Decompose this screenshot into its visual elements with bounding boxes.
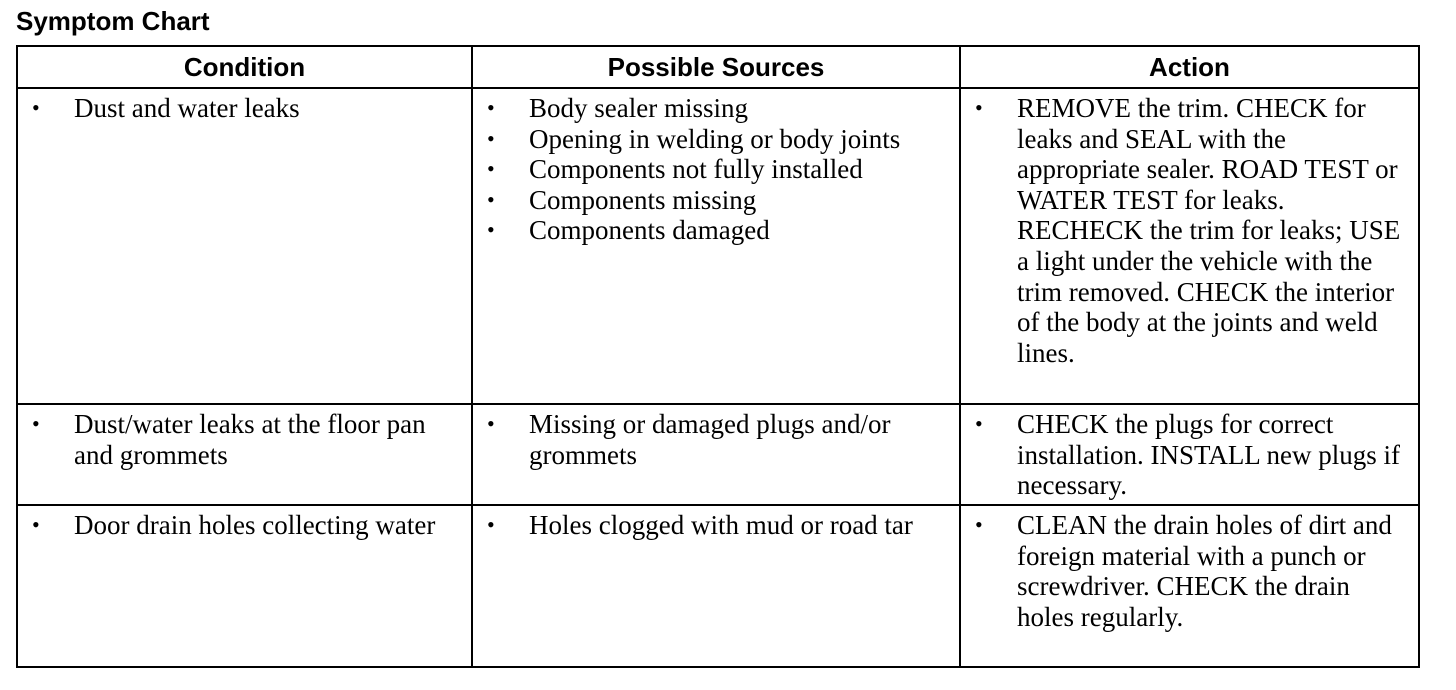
- list-item: [473, 215, 959, 246]
- list-item: [473, 154, 959, 185]
- list-item: [18, 93, 471, 124]
- action-cell: [960, 404, 1419, 505]
- condition-cell: [17, 404, 472, 505]
- source-text: Components missing: [529, 184, 757, 215]
- condition-cell: [17, 88, 472, 404]
- header-action: Action: [960, 46, 1419, 88]
- condition-text: Door drain holes collecting water: [74, 510, 436, 540]
- source-text: Body sealer missing: [529, 93, 748, 123]
- list-item: [473, 409, 959, 470]
- bullet-icon: •: [487, 186, 495, 212]
- source-text: Opening in welding or body joints: [529, 123, 901, 154]
- bullet-icon: •: [32, 411, 40, 436]
- list-item: [473, 124, 959, 155]
- list-item: [473, 510, 959, 541]
- action-cell: [960, 505, 1419, 667]
- list-item: [473, 93, 959, 124]
- header-condition: Condition: [17, 46, 472, 88]
- bullet-icon: •: [32, 95, 40, 120]
- sources-cell: [472, 88, 960, 404]
- list-item: [18, 510, 471, 541]
- source-text: Components damaged: [529, 215, 770, 246]
- condition-text: Dust/water leaks at the floor pan and grommets: [74, 409, 426, 470]
- table-row: [17, 404, 1419, 505]
- source-text: Holes clogged with mud or road tar: [529, 510, 913, 540]
- action-cell: [960, 88, 1419, 404]
- action-text: CHECK the plugs for correct installation. INSTALL new plugs if necessary.: [1017, 409, 1401, 501]
- condition-text: Dust and water leaks: [74, 93, 300, 123]
- bullet-icon: •: [975, 411, 983, 436]
- table-header-row: [17, 46, 1419, 88]
- sources-cell: [472, 404, 960, 505]
- page-title: Symptom Chart: [16, 6, 210, 36]
- table-row: [17, 88, 1419, 404]
- condition-cell: [17, 505, 472, 667]
- list-item: [961, 409, 1418, 501]
- source-text: Components not fully installed: [529, 154, 863, 185]
- bullet-icon: •: [487, 512, 495, 537]
- bullet-icon: •: [487, 125, 495, 151]
- list-item: [473, 185, 959, 216]
- header-possible-sources: Possible Sources: [472, 46, 960, 88]
- list-item: [961, 93, 1418, 368]
- bullet-icon: •: [32, 512, 40, 537]
- bullet-icon: •: [487, 95, 495, 120]
- bullet-icon: •: [975, 95, 983, 120]
- table-row: [17, 505, 1419, 667]
- bullet-icon: •: [975, 512, 983, 537]
- source-text: Missing or damaged plugs and/or grommets: [529, 409, 891, 470]
- action-text: REMOVE the trim. CHECK for leaks and SEAL with the appropriate sealer. ROAD TEST or WATER TEST for leaks. RECHECK the trim for leaks; USE a light under the vehicle with the trim removed. CHECK the interior of the body at the joints and weld lines.: [1017, 93, 1401, 368]
- bullet-icon: •: [487, 156, 495, 182]
- action-text: CLEAN the drain holes of dirt and foreign material with a punch or screwdriver. CHECK the drain holes regularly.: [1017, 510, 1392, 632]
- sources-cell: [472, 505, 960, 667]
- bullet-icon: •: [487, 217, 495, 243]
- symptom-table: [16, 45, 1420, 668]
- list-item: [18, 409, 471, 470]
- bullet-icon: •: [487, 411, 495, 436]
- list-item: [961, 510, 1418, 632]
